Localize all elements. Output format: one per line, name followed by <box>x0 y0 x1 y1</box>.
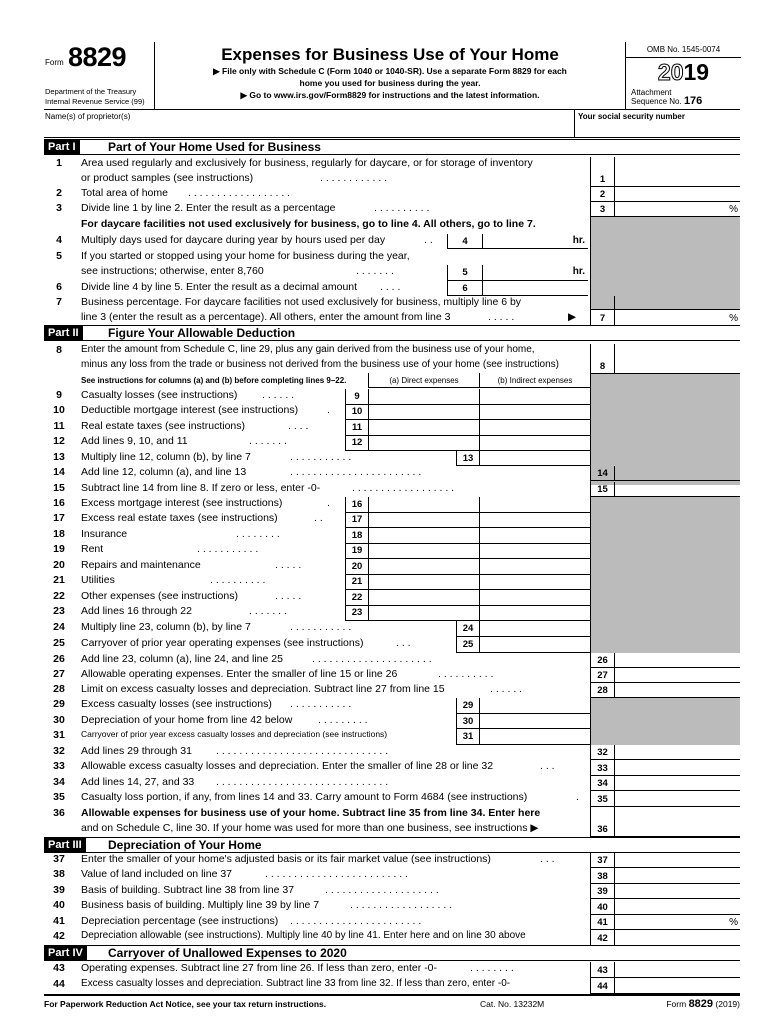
right-line-box-1: 1 <box>590 157 614 187</box>
part-3-header <box>44 837 740 853</box>
line-text-l34: Add lines 14, 27, and 33 <box>81 776 195 788</box>
line-text-l11: Real estate taxes (see instructions) <box>81 420 245 432</box>
line-number-36: 36 <box>53 807 65 819</box>
right-line-box-42: 42 <box>590 930 614 946</box>
line-number-29: 29 <box>53 698 65 710</box>
leader-dots: . . . . . . . . . . <box>210 574 266 586</box>
col-a-field-12[interactable] <box>368 435 479 451</box>
right-line-box-14: 14 <box>590 466 614 481</box>
right-line-box-28: 28 <box>590 683 614 698</box>
dept-line-2: Internal Revenue Service (99) <box>45 97 145 106</box>
line-text-l23: Add lines 16 through 22 <box>81 605 192 617</box>
mid-amount-field-13[interactable] <box>479 451 590 466</box>
shaded-area-29-31 <box>590 698 740 745</box>
mid-line-box-13: 13 <box>456 451 479 466</box>
right-line-box-7: 7 <box>590 296 614 326</box>
line-text-l40: Business basis of building. Multiply line 39 by line 7 <box>81 899 320 911</box>
col-b-field-12[interactable] <box>479 435 590 451</box>
line-number-15: 15 <box>53 482 65 494</box>
line-text-l20: Repairs and maintenance <box>81 559 201 571</box>
right-amount-field-44[interactable] <box>614 978 740 994</box>
sequence-number: 176 <box>683 95 703 107</box>
right-amount-field-42[interactable] <box>614 930 740 946</box>
mid-amount-field-24[interactable] <box>479 621 590 637</box>
line-text-l6: Divide line 4 by line 5. Enter the result as a decimal amount <box>81 281 358 293</box>
line-text-l31: Carryover of prior year excess casualty losses and depreciation (see instructions) <box>81 729 388 739</box>
leader-dots: . . . . . . . . . . . <box>197 543 259 555</box>
line-text-l2: Total area of home <box>81 187 168 199</box>
name-row <box>44 110 740 138</box>
line-text-l7b: line 3 (enter the result as a percentage). All others, enter the amount from line 3 <box>81 311 451 323</box>
leader-dots: . . . . . . . . . . . . . . . . . . . . . <box>312 653 432 665</box>
line-number-20: 20 <box>53 559 65 571</box>
line-number-27: 27 <box>53 668 65 680</box>
paperwork-notice: For Paperwork Reduction Act Notice, see your tax return instructions. <box>44 999 327 1009</box>
line-number-9: 9 <box>56 389 62 401</box>
right-line-box-41: 41 <box>590 915 614 930</box>
line-text-l8b: minus any loss from the trade or business not derived from the business use of your home (see instructions) <box>81 359 560 370</box>
leader-dots: . . . . . <box>275 559 302 571</box>
line-number-44: 44 <box>53 978 65 990</box>
col-a-field-11[interactable] <box>368 420 479 436</box>
line-number-1: 1 <box>56 157 62 169</box>
mid-amount-field-29[interactable] <box>479 698 590 714</box>
right-line-box-38: 38 <box>590 868 614 884</box>
line-number-5: 5 <box>56 250 62 262</box>
line-text-l30: Depreciation of your home from line 42 below <box>81 714 293 726</box>
column-a-header: (a) Direct expenses <box>368 373 479 388</box>
line-number-10: 10 <box>53 404 65 416</box>
mid-amount-field-30[interactable] <box>479 714 590 729</box>
line-number-40: 40 <box>53 899 65 911</box>
right-line-box-27: 27 <box>590 668 614 683</box>
right-line-box-37: 37 <box>590 853 614 868</box>
mid-line-box-24: 24 <box>456 621 479 637</box>
col-b-field-9[interactable] <box>479 389 590 405</box>
line-text-l17: Excess real estate taxes (see instructions) <box>81 512 278 524</box>
unit-label: hr. <box>572 266 585 277</box>
omb-block <box>625 42 740 110</box>
line-text-l38: Value of land included on line 37 <box>81 868 233 880</box>
line-number-13: 13 <box>53 451 65 463</box>
line-number-30: 30 <box>53 714 65 726</box>
leader-dots: . . . . . . . . . . <box>438 668 494 680</box>
leader-dots: . <box>327 404 330 416</box>
line-number-23: 23 <box>53 605 65 617</box>
right-amount-field-14[interactable] <box>614 466 740 481</box>
mid-amount-field-4[interactable] <box>482 234 588 249</box>
right-amount-field-27[interactable] <box>614 668 740 683</box>
mid-line-box-25: 25 <box>456 637 479 653</box>
line-number-31: 31 <box>53 729 65 741</box>
right-amount-field-39[interactable] <box>614 884 740 899</box>
col-b-field-21[interactable] <box>479 574 590 590</box>
unit-label: hr. <box>572 235 585 246</box>
leader-dots: . . . . . <box>275 590 302 602</box>
right-amount-field-28[interactable] <box>614 683 740 698</box>
leader-dots: . . . . . . . . . . . . . . . . . . . . . . . <box>290 915 422 927</box>
right-amount-field-35[interactable] <box>614 791 740 807</box>
line-text-l35: Casualty loss portion, if any, from lines 14 and 33. Carry amount to Form 4684 (see instructions) <box>81 791 528 803</box>
right-line-box-15: 15 <box>590 482 614 497</box>
line-text-l36a: Allowable expenses for business use of your home. Subtract line 35 from line 34. Enter here <box>81 807 541 819</box>
line-text-l4: Multiply days used for daycare during year by hours used per day <box>81 234 386 246</box>
right-line-box-43: 43 <box>590 962 614 978</box>
mid-amount-field-31[interactable] <box>479 729 590 745</box>
line-number-8: 8 <box>56 344 62 356</box>
mid-amount-field-25[interactable] <box>479 637 590 653</box>
line-text-l24: Multiply line 23, column (b), by line 7 <box>81 621 251 633</box>
line-text-l16: Excess mortgage interest (see instructions) <box>81 497 283 509</box>
col-a-field-9[interactable] <box>368 389 479 405</box>
col-b-field-16[interactable] <box>479 497 590 513</box>
part-label: Part I <box>44 140 80 154</box>
leader-dots: . . . <box>540 853 555 865</box>
right-amount-field-41[interactable] <box>614 915 740 930</box>
line-text-l18: Insurance <box>81 528 128 540</box>
line-text-l43: Operating expenses. Subtract line 27 from line 26. If less than zero, enter -0- <box>81 962 438 974</box>
line-text-l21: Utilities <box>81 574 115 586</box>
line-number-24: 24 <box>53 621 65 633</box>
line-box-21: 21 <box>345 574 368 590</box>
line-text-l29: Excess casualty losses (see instructions) <box>81 698 272 710</box>
line-text-l28: Limit on excess casualty losses and depreciation. Subtract line 27 from line 15 <box>81 683 445 695</box>
right-line-box-39: 39 <box>590 884 614 899</box>
line-number-3: 3 <box>56 202 62 214</box>
leader-dots: . . . . . . . . . . . . . . . . . . <box>188 187 291 199</box>
leader-dots: . . . . . . . . . . . <box>290 451 352 463</box>
mid-line-box-5: 5 <box>447 265 482 281</box>
leader-dots: . . . . . . . . . . . . . . . . . . <box>352 482 455 494</box>
right-line-box-35: 35 <box>590 791 614 807</box>
right-line-box-33: 33 <box>590 760 614 776</box>
line-text-l42: Depreciation allowable (see instructions). Multiply line 40 by line 41. Enter here and on line 30 above <box>81 930 526 941</box>
line-box-16: 16 <box>345 497 368 513</box>
right-line-box-32: 32 <box>590 745 614 760</box>
form-number: 8829 <box>68 42 127 72</box>
leader-dots: . . . . . . . . . <box>318 714 368 726</box>
part-2-header <box>44 325 740 341</box>
part-title: Depreciation of Your Home <box>108 838 262 852</box>
right-amount-field-3[interactable] <box>614 202 740 217</box>
line-text-l19: Rent <box>81 543 104 555</box>
footer-form-id <box>666 996 740 1012</box>
line-text-l26: Add line 23, column (a), line 24, and line 25 <box>81 653 283 665</box>
leader-dots: . . . . . . . . . . . <box>290 698 352 710</box>
leader-dots: . . . . . . . . <box>236 528 280 540</box>
leader-dots: . . . . . . . <box>249 435 287 447</box>
line-number-16: 16 <box>53 497 65 509</box>
line-text-l9: Casualty losses (see instructions) <box>81 389 238 401</box>
mid-line-box-29: 29 <box>456 698 479 714</box>
line-number-2: 2 <box>56 187 62 199</box>
col-a-field-22[interactable] <box>368 590 479 606</box>
right-amount-field-36[interactable] <box>614 807 740 837</box>
right-amount-field-7[interactable] <box>614 296 740 326</box>
leader-dots: . . . . <box>288 420 309 432</box>
line-box-23: 23 <box>345 605 368 621</box>
form-title-block <box>155 42 625 110</box>
dept-line-1: Department of the Treasury <box>45 87 137 96</box>
leader-dots: . . . . . <box>488 311 515 323</box>
ssn-field[interactable]: Your social security number <box>574 110 740 138</box>
leader-dots: . . . . . . . . . . . . . . . . . . <box>350 899 453 911</box>
col-a-field-19[interactable] <box>368 543 479 559</box>
mid-line-box-6: 6 <box>447 281 482 296</box>
line-text-l7a: Business percentage. For daycare facilities not used exclusively for business, multiply line 6 by <box>81 296 522 308</box>
right-amount-field-1[interactable] <box>614 157 740 187</box>
leader-dots: . . . <box>396 637 411 649</box>
line-number-17: 17 <box>53 512 65 524</box>
line-box-9: 9 <box>345 389 368 405</box>
form-footer <box>44 994 740 1012</box>
right-amount-field-26[interactable] <box>614 653 740 668</box>
line-text-l22: Other expenses (see instructions) <box>81 590 238 602</box>
year-bold: 19 <box>683 59 710 85</box>
col-a-field-18[interactable] <box>368 528 479 544</box>
line-number-11: 11 <box>53 420 65 432</box>
line-number-41: 41 <box>53 915 65 927</box>
col-a-field-16[interactable] <box>368 497 479 513</box>
line-box-19: 19 <box>345 543 368 559</box>
leader-dots: . . . . . . . . . . . . . . . . . . . . . . . . . . . . . . <box>216 776 389 788</box>
part-label: Part IV <box>44 946 87 960</box>
line-number-7: 7 <box>56 296 62 308</box>
line-text-l1a: Area used regularly and exclusively for business, regularly for daycare, or for storage of inventory <box>81 157 533 169</box>
right-line-box-44: 44 <box>590 978 614 994</box>
line-number-38: 38 <box>53 868 65 880</box>
right-amount-field-32[interactable] <box>614 745 740 760</box>
leader-dots: . . . . . . . <box>356 265 394 277</box>
footer-year: (2019) <box>715 999 740 1009</box>
leader-dots: . . . . . . . . . . . . . . . . . . . . . . . . . <box>265 868 408 880</box>
line-text-l27: Allowable operating expenses. Enter the smaller of line 15 or line 26 <box>81 668 398 680</box>
leader-dots: . . <box>424 234 433 246</box>
col-b-field-10[interactable] <box>479 404 590 420</box>
line-text-l8a: Enter the amount from Schedule C, line 29, plus any gain derived from the business use of your home, <box>81 344 535 355</box>
right-line-box-26: 26 <box>590 653 614 668</box>
line-text-l12: Add lines 9, 10, and 11 <box>81 435 188 447</box>
line-number-34: 34 <box>53 776 65 788</box>
col-a-field-21[interactable] <box>368 574 479 590</box>
footer-form-number: 8829 <box>688 998 714 1010</box>
line-text-l3: Divide line 1 by line 2. Enter the result as a percentage <box>81 202 336 214</box>
line-number-35: 35 <box>53 791 65 803</box>
leader-dots: . . . . . . . . . . . . . . . . . . . . . . . . . . . . . . <box>216 745 389 757</box>
right-line-box-40: 40 <box>590 899 614 915</box>
unit-label: % <box>729 204 738 215</box>
shaded-area-16-25 <box>590 497 740 653</box>
mid-line-box-30: 30 <box>456 714 479 729</box>
part-label: Part III <box>44 838 86 852</box>
line-box-11: 11 <box>345 420 368 436</box>
col-b-field-23[interactable] <box>479 605 590 621</box>
leader-dots: . <box>576 791 579 803</box>
column-instructions: See instructions for columns (a) and (b) before completing lines 9–22. <box>81 376 347 385</box>
year-outline: 20 <box>657 59 684 85</box>
form-header <box>44 42 740 110</box>
tax-year <box>626 60 741 84</box>
line-number-18: 18 <box>53 528 65 540</box>
right-line-box-8: 8 <box>590 344 614 374</box>
line-text-l5b: see instructions; otherwise, enter 8,760 <box>81 265 264 277</box>
part-1-header <box>44 139 740 155</box>
line-text-l41: Depreciation percentage (see instructions) <box>81 915 279 927</box>
right-amount-field-40[interactable] <box>614 899 740 915</box>
proprietor-name-field[interactable]: Name(s) of proprietor(s) <box>45 112 131 121</box>
mid-amount-field-5[interactable] <box>482 265 588 281</box>
line-box-22: 22 <box>345 590 368 606</box>
leader-dots: . . . . . . . . . . . . . . . . . . . . . . . <box>290 466 422 478</box>
line-text-l33: Allowable excess casualty losses and depreciation. Enter the smaller of line 28 or line 32 <box>81 760 494 772</box>
line-box-12: 12 <box>345 435 368 451</box>
line-box-18: 18 <box>345 528 368 544</box>
line-text-l5a: If you started or stopped using your home for business during the year, <box>81 250 410 262</box>
leader-dots: . . . . . . . . . . . . . . . . . . . . <box>325 884 439 896</box>
col-a-field-23[interactable] <box>368 605 479 621</box>
line-box-17: 17 <box>345 512 368 528</box>
right-line-box-34: 34 <box>590 776 614 791</box>
col-b-field-17[interactable] <box>479 512 590 528</box>
col-a-field-17[interactable] <box>368 512 479 528</box>
right-amount-field-33[interactable] <box>614 760 740 776</box>
line-number-42: 42 <box>53 930 65 942</box>
right-line-box-2: 2 <box>590 187 614 202</box>
line-number-33: 33 <box>53 760 65 772</box>
line-text-l10: Deductible mortgage interest (see instructions) <box>81 404 299 416</box>
line-text-l44: Excess casualty losses and depreciation. Subtract line 33 from line 32. If less than zero, enter -0- <box>81 978 511 989</box>
part-title: Part of Your Home Used for Business <box>108 140 321 154</box>
right-amount-field-2[interactable] <box>614 187 740 202</box>
form-title: Expenses for Business Use of Your Home <box>221 45 559 64</box>
line-number-25: 25 <box>53 637 65 649</box>
col-a-field-20[interactable] <box>368 559 479 575</box>
line-number-21: 21 <box>53 574 65 586</box>
line-number-14: 14 <box>53 466 65 478</box>
line-number-28: 28 <box>53 683 65 695</box>
line-number-32: 32 <box>53 745 65 757</box>
col-b-field-22[interactable] <box>479 590 590 606</box>
part-4-header <box>44 945 740 961</box>
header-instruction-1: ▶ File only with Schedule C (Form 1040 or 1040-SR). Use a separate Form 8829 for each <box>213 66 567 76</box>
right-amount-field-43[interactable] <box>614 962 740 978</box>
sequence-label: Sequence No. <box>631 97 682 106</box>
header-instruction-3[interactable]: ▶ Go to www.irs.gov/Form8829 for instructions and the latest information. <box>240 90 540 100</box>
line-number-22: 22 <box>53 590 65 602</box>
omb-number: OMB No. 1545-0074 <box>626 42 741 58</box>
arrow-icon: ▶ <box>568 311 577 323</box>
right-amount-field-34[interactable] <box>614 776 740 791</box>
leader-dots: . . . . <box>380 281 401 293</box>
attachment-sequence <box>631 88 702 106</box>
column-b-header: (b) Indirect expenses <box>479 373 590 388</box>
line-number-37: 37 <box>53 853 65 865</box>
leader-dots: . . <box>314 512 323 524</box>
mid-amount-field-6[interactable] <box>482 281 588 296</box>
part-title: Carryover of Unallowed Expenses to 2020 <box>108 946 347 960</box>
line-number-12: 12 <box>53 435 65 447</box>
leader-dots: . . . . . . . . <box>470 962 514 974</box>
leader-dots: . . . . . . <box>262 389 295 401</box>
line-text-l13: Multiply line 12, column (b), by line 7 <box>81 451 251 463</box>
right-amount-field-38[interactable] <box>614 868 740 884</box>
leader-dots: . . . . . . . . . . . . <box>320 172 388 184</box>
line-number-26: 26 <box>53 653 65 665</box>
leader-dots: . . . . . . <box>490 683 523 695</box>
line-text-l14: Add line 12, column (a), and line 13 <box>81 466 247 478</box>
line-text-l1b: or product samples (see instructions) <box>81 172 254 184</box>
right-line-box-3: 3 <box>590 202 614 217</box>
leader-dots: . . . . . . . <box>249 605 287 617</box>
line-text-daycare: For daycare facilities not used exclusively for business, go to line 4. All others, go to line 7. <box>81 218 536 230</box>
header-instruction-2: home you used for business during the year. <box>299 78 481 88</box>
col-b-field-11[interactable] <box>479 420 590 436</box>
footer-form-label: Form <box>666 999 687 1009</box>
catalog-number: Cat. No. 13232M <box>480 999 545 1009</box>
form-id-block <box>44 42 155 110</box>
mid-line-box-31: 31 <box>456 729 479 745</box>
right-amount-field-15[interactable] <box>614 482 740 497</box>
part-label: Part II <box>44 326 83 340</box>
line-text-l32: Add lines 29 through 31 <box>81 745 192 757</box>
part-title: Figure Your Allowable Deduction <box>108 326 296 340</box>
line-box-10: 10 <box>345 404 368 420</box>
col-b-field-20[interactable] <box>479 559 590 575</box>
line-text-l36b: and on Schedule C, line 30. If your home was used for more than one business, see instructions ▶ <box>81 822 539 834</box>
line-number-4: 4 <box>56 234 62 246</box>
line-number-19: 19 <box>53 543 65 555</box>
line-text-l37: Enter the smaller of your home's adjusted basis or its fair market value (see instructions) <box>81 853 491 865</box>
right-amount-field-37[interactable] <box>614 853 740 868</box>
line-box-20: 20 <box>345 559 368 575</box>
right-amount-field-8[interactable] <box>614 344 740 374</box>
col-a-field-10[interactable] <box>368 404 479 420</box>
right-line-box-36: 36 <box>590 807 614 837</box>
col-b-field-18[interactable] <box>479 528 590 544</box>
line-number-39: 39 <box>53 884 65 896</box>
leader-dots: . . . <box>540 760 555 772</box>
col-b-field-19[interactable] <box>479 543 590 559</box>
line-text-l25: Carryover of prior year operating expenses (see instructions) <box>81 637 364 649</box>
leader-dots: . . . . . . . . . . <box>374 202 430 214</box>
mid-line-box-4: 4 <box>447 234 482 249</box>
unit-label: % <box>729 917 738 928</box>
leader-dots: . . . . . . . . . . . <box>290 621 352 633</box>
line-number-43: 43 <box>53 962 65 974</box>
unit-label: % <box>729 313 738 324</box>
attachment-label: Attachment <box>631 88 672 97</box>
line-text-l39: Basis of building. Subtract line 38 from line 37 <box>81 884 295 896</box>
line-text-l15: Subtract line 14 from line 8. If zero or less, enter -0- <box>81 482 321 494</box>
line-number-6: 6 <box>56 281 62 293</box>
leader-dots: . <box>327 497 330 509</box>
department-label <box>45 87 145 107</box>
form-label: Form <box>45 58 64 67</box>
